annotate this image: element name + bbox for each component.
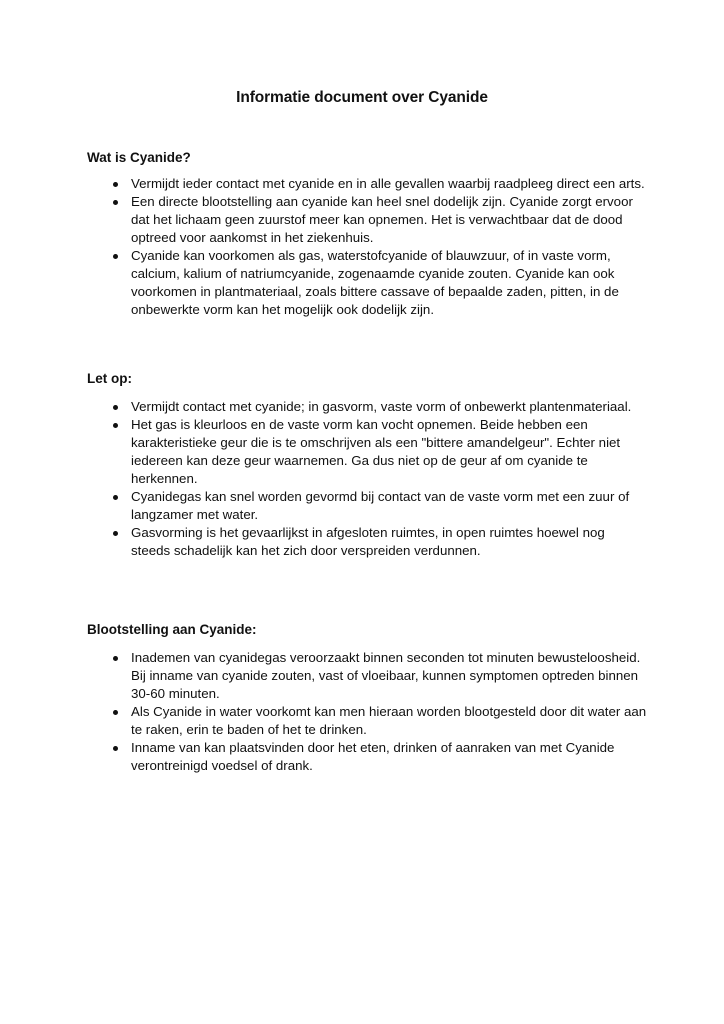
bullet-list [87, 398, 647, 560]
bullet-icon [113, 531, 118, 536]
list-item-text: Vermijdt contact met cyanide; in gasvorm, vaste vorm of onbewerkt plantenmateriaal. [131, 399, 632, 414]
section-let-op [87, 370, 647, 560]
bullet-icon [113, 405, 118, 410]
list-item-text: Cyanidegas kan snel worden gevormd bij contact van de vaste vorm met een zuur of langzamer met water. [131, 489, 630, 522]
list-item-text: Als Cyanide in water voorkomt kan men hieraan worden blootgesteld door dit water aan te raken, erin te baden of het te drinken. [131, 704, 647, 737]
bullet-icon [113, 656, 118, 661]
list-item [87, 703, 647, 739]
bullet-icon [113, 710, 118, 715]
list-item [87, 739, 647, 775]
list-item-text: Inademen van cyanidegas veroorzaakt binnen seconden tot minuten bewusteloosheid. Bij inname van cyanide zouten, vast of vloeibaar, kunnen symptomen optreden binnen 30-60 minuten. [131, 650, 641, 701]
list-item [87, 193, 647, 247]
bullet-icon [113, 423, 118, 428]
list-item-text: Vermijdt ieder contact met cyanide en in alle gevallen waarbij raadpleeg direct een arts. [131, 176, 645, 191]
section-heading: Blootstelling aan Cyanide: [87, 622, 257, 637]
list-item [87, 649, 647, 703]
list-item-text: Een directe blootstelling aan cyanide kan heel snel dodelijk zijn. Cyanide zorgt ervoor dat het lichaam geen zuurstof meer kan opnemen. Het is verwachtbaar dat de dood optreed voor aankomst in het ziekenhuis. [131, 194, 633, 245]
list-item-text: Inname van kan plaatsvinden door het eten, drinken of aanraken van met Cyanide verontreinigd voedsel of drank. [131, 740, 615, 773]
section-heading: Wat is Cyanide? [87, 150, 191, 165]
list-item [87, 398, 647, 416]
list-item [87, 175, 647, 193]
list-item [87, 247, 647, 319]
bullet-list [87, 175, 647, 319]
section-heading: Let op: [87, 371, 132, 386]
bullet-icon [113, 495, 118, 500]
section-blootstelling [87, 621, 647, 775]
list-item-text: Cyanide kan voorkomen als gas, waterstofcyanide of blauwzuur, of in vaste vorm, calcium, kalium of natriumcyanide, zogenaamde cyanide zouten. Cyanide kan ook voorkomen in plantmateriaal, zoals bittere cassave of bepaalde zaden, pitten, in de onbewerkte vorm kan het mogelijk ook dodelijk zijn. [131, 248, 619, 317]
list-item-text: Het gas is kleurloos en de vaste vorm kan vocht opnemen. Beide hebben een karakteristieke geur die is te omschrijven als een "bittere amandelgeur". Echter niet iedereen kan deze geur waarnemen. Ga dus niet op de geur af om cyanide te herkennen. [131, 417, 621, 486]
section-wat-is-cyanide [87, 149, 647, 319]
list-item [87, 524, 647, 560]
list-item-text: Gasvorming is het gevaarlijkst in afgesloten ruimtes, in open ruimtes hoewel nog steeds schadelijk kan het zich door verspreiden verdunnen. [131, 525, 605, 558]
bullet-icon [113, 746, 118, 751]
list-item [87, 488, 647, 524]
bullet-icon [113, 200, 118, 205]
bullet-icon [113, 182, 118, 187]
list-item [87, 416, 647, 488]
bullet-list [87, 649, 647, 775]
bullet-icon [113, 254, 118, 259]
document-title: Informatie document over Cyanide [236, 89, 488, 106]
